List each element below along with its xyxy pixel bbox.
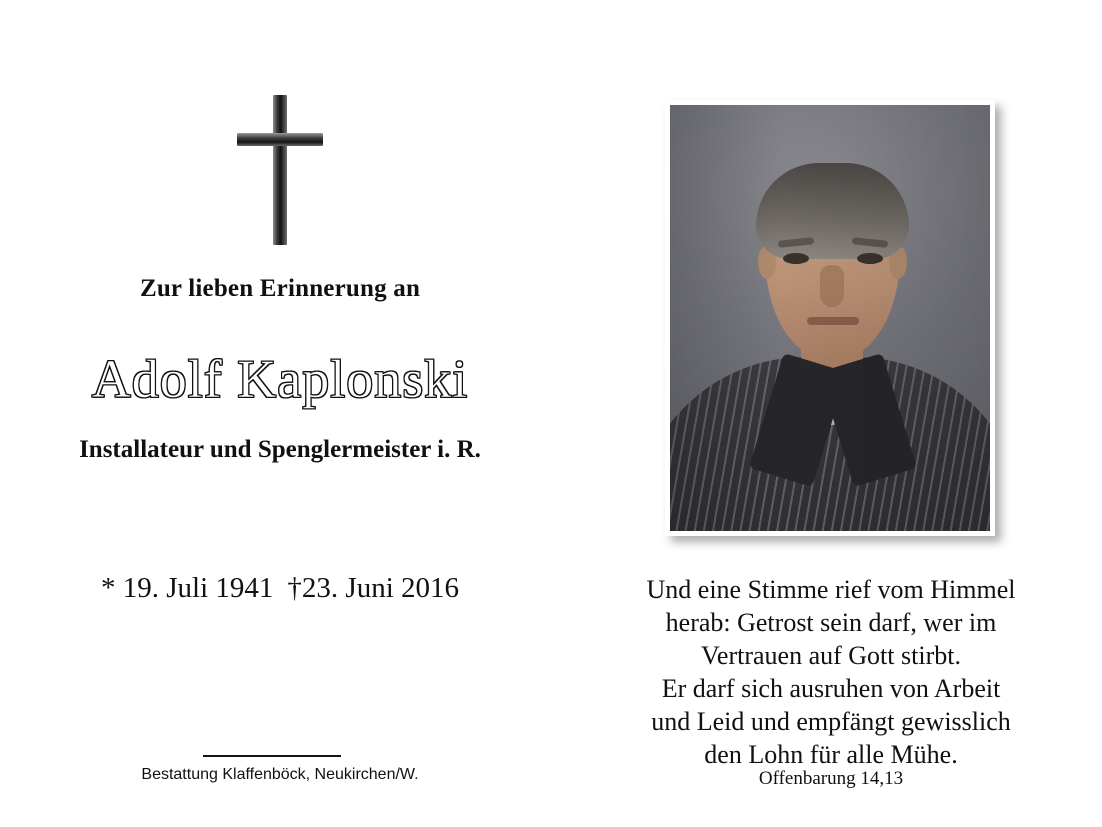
portrait-frame xyxy=(665,100,995,536)
cross-vertical-bar xyxy=(273,95,287,245)
profession-line: Installateur und Spenglermeister i. R. xyxy=(79,436,481,463)
death-date: †23. Juni 2016 xyxy=(287,572,459,604)
cross-horizontal-bar xyxy=(237,133,323,146)
portrait-photo xyxy=(670,105,990,531)
undertaker-line: Bestattung Klaffenböck, Neukirchen/W. xyxy=(141,766,419,783)
cross-icon xyxy=(237,95,323,245)
verse-line: den Lohn für alle Mühe. xyxy=(704,740,958,769)
verse-block xyxy=(575,573,1087,771)
verse-source: Offenbarung 14,13 xyxy=(758,768,904,789)
birth-date: * 19. Juli 1941 xyxy=(101,572,274,604)
photo-vignette xyxy=(670,105,990,531)
deceased-name xyxy=(0,348,560,410)
memory-line: Zur lieben Erinnerung an xyxy=(139,275,421,302)
cross-icon-wrapper xyxy=(0,95,560,250)
divider-rule xyxy=(203,755,341,757)
verse-line: herab: Getrost sein darf, wer im xyxy=(665,608,997,637)
verse-line: Vertrauen auf Gott stirbt. xyxy=(701,641,961,670)
verse-line: Und eine Stimme rief vom Himmel xyxy=(646,575,1016,604)
right-panel xyxy=(560,0,1102,827)
verse-line: und Leid und empfängt gewisslich xyxy=(651,707,1011,736)
deceased-name-text: Adolf Kaplonski xyxy=(91,349,469,409)
verse-line: Er darf sich ausruhen von Arbeit xyxy=(661,674,1001,703)
life-dates xyxy=(0,572,560,605)
